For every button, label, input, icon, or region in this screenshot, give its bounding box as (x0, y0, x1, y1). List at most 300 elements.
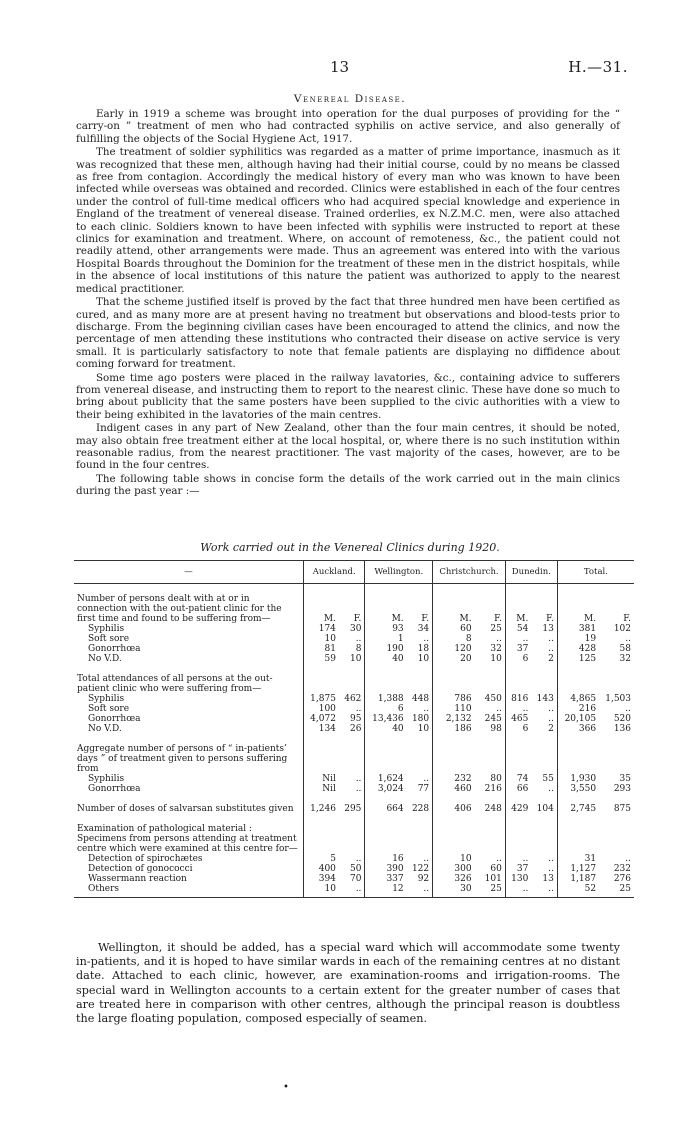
spacer-cell (531, 814, 557, 824)
column-header: Total. (557, 561, 634, 584)
table-cell: 32 (619, 654, 631, 664)
sex-label (339, 824, 365, 854)
table-cell: 465 (505, 714, 531, 724)
sex-label: M. (557, 594, 599, 624)
table-cell: 30 (349, 624, 362, 634)
row-label-text: Detection of spirochætes (88, 854, 203, 864)
spacer-cell (304, 734, 339, 744)
table-cell: 366 (557, 724, 599, 734)
table-cell: 10 (304, 884, 339, 898)
table-cell: 134 (304, 724, 339, 734)
table-cell: 13 (542, 874, 554, 884)
table-cell: 80 (490, 774, 502, 784)
table-cell: 60 (490, 864, 502, 874)
table-cell: 125 (557, 654, 599, 664)
sex-label: F. (421, 614, 430, 624)
spacer-cell (531, 584, 557, 595)
spacer-cell (407, 664, 433, 674)
table-cell: 26 (349, 724, 362, 734)
sex-label: F. (546, 614, 554, 624)
table-cell: 136 (613, 724, 631, 734)
table-cell: 70 (349, 874, 362, 884)
row-label (74, 634, 304, 644)
sex-label (531, 744, 557, 774)
spacer-cell (505, 814, 531, 824)
spacer-cell (531, 794, 557, 804)
row-label (74, 864, 304, 874)
table-cell: 6 (505, 654, 531, 664)
table-cell: 337 (365, 874, 407, 884)
spacer-row (74, 584, 634, 595)
table-cell: 60 (433, 624, 475, 634)
table-cell: .. (505, 854, 531, 864)
table-cell: 462 (344, 694, 362, 704)
table-cell: 122 (411, 864, 430, 874)
table-cell: 32 (490, 644, 502, 654)
table-row (74, 804, 634, 814)
table-row (74, 884, 634, 898)
closing-paragraph (76, 941, 620, 1026)
table-cell: 16 (365, 854, 407, 864)
row-label (74, 804, 304, 814)
sex-label (599, 824, 634, 854)
table-row (74, 854, 634, 864)
paragraph: Some time ago posters were placed in the railway lavatories, &c., containing advice to sufferers from venereal disease, and instructing them to report to the nearest clinic. These have done so much to bring about publicity that the same posters have been supplied to the civic authorities with a view to their being exhibited in the lavatories of the main centres. (76, 371, 620, 421)
table-cell: .. (505, 634, 531, 644)
spacer-cell (304, 814, 339, 824)
table-cell: 10 (490, 654, 502, 664)
table-cell: 58 (619, 644, 631, 654)
table-cell: 37 (505, 864, 531, 874)
row-label-text: Wassermann reaction (88, 874, 187, 884)
table-cell: 104 (536, 804, 554, 814)
sex-label (599, 744, 634, 774)
spacer-cell (433, 814, 475, 824)
row-label-text: Gonorrhœa (88, 644, 141, 654)
table-cell: 92 (417, 874, 430, 884)
table-cell: 4,072 (304, 714, 339, 724)
table-cell: 295 (344, 804, 362, 814)
table-cell: .. (355, 774, 362, 784)
sex-label (304, 674, 339, 694)
sex-label (557, 744, 599, 774)
spacer-cell (475, 664, 506, 674)
table-row (74, 864, 634, 874)
table-cell: 130 (505, 874, 531, 884)
spacer-cell (74, 584, 304, 595)
table-row (74, 634, 634, 644)
spacer-cell (557, 584, 599, 595)
table-cell: .. (355, 784, 362, 794)
table-cell: 19 (557, 634, 599, 644)
row-label (74, 714, 304, 724)
paragraph: The following table shows in concise form the details of the work carried out in the main clinics during the past year :— (76, 472, 620, 498)
table-cell: 10 (433, 854, 475, 864)
table-cell: .. (548, 854, 554, 864)
table-cell: 2 (548, 654, 554, 664)
table-cell: .. (625, 704, 631, 714)
table-cell: 12 (365, 884, 407, 898)
section-title: Venereal Disease. (293, 93, 407, 105)
spacer-cell (531, 734, 557, 744)
spacer-cell (365, 814, 407, 824)
sex-label (304, 744, 339, 774)
row-label (74, 784, 304, 794)
section-heading: Examination of pathological material : Specimens from persons attending at treatment centre which were examined at this centre for— (77, 824, 298, 854)
table-cell: .. (548, 714, 554, 724)
spacer-cell (557, 664, 599, 674)
row-label (74, 884, 304, 898)
table-cell: 25 (490, 624, 502, 634)
page-number: 13 (330, 58, 350, 76)
table-cell: 293 (613, 784, 631, 794)
table-cell: 394 (304, 874, 339, 884)
column-header: Christchurch. (433, 561, 506, 584)
spacer-cell (475, 814, 506, 824)
spacer-cell (505, 794, 531, 804)
spacer-cell (505, 584, 531, 595)
row-label-text: No V.D. (88, 724, 122, 734)
paragraph: Early in 1919 a scheme was brought into operation for the dual purposes of providing for the “ carry-on ” treatment of men who had contracted syphilis on active service, and also generally of fulfilling the objects of the Social Hygiene Act, 1917. (76, 108, 620, 145)
paragraph: Indigent cases in any part of New Zealand, other than the four main centres, it should be noted, may also obtain free treatment either at the local hospital, or, where there is no such institution within reasonable radius, from the nearest practitioner. The vast majority of the cases, however, are to be found in the four centres. (76, 422, 620, 472)
table-cell: 429 (505, 804, 531, 814)
table-cell: 13,436 (365, 714, 407, 724)
sex-label (505, 744, 531, 774)
table-cell: 248 (484, 804, 502, 814)
spacer-cell (339, 794, 365, 804)
table-cell: 875 (613, 804, 631, 814)
table-cell: 816 (505, 694, 531, 704)
spacer-cell (433, 664, 475, 674)
sex-label: F. (623, 614, 631, 624)
table-cell: .. (505, 704, 531, 714)
sex-label (365, 824, 407, 854)
table-cell: 20,105 (557, 714, 599, 724)
table-cell: 4,865 (557, 694, 599, 704)
section-heading-row (74, 594, 634, 624)
spacer-cell (475, 794, 506, 804)
table-cell: 520 (613, 714, 631, 724)
spacer-row (74, 814, 634, 824)
corner-cell: — (74, 561, 304, 584)
spacer-cell (339, 664, 365, 674)
table-cell: 25 (599, 884, 634, 898)
table-cell: 74 (505, 774, 531, 784)
table-cell: 95 (349, 714, 362, 724)
section-heading: Total attendances of all persons at the out-patient clinic who were suffering from— (77, 674, 273, 694)
table-cell: .. (423, 854, 430, 864)
table-cell: Nil (304, 774, 339, 784)
table-cell: 50 (349, 864, 362, 874)
table-cell: 100 (304, 704, 339, 714)
table-cell: 2,745 (557, 804, 599, 814)
table-cell: 1,875 (304, 694, 339, 704)
table-row (74, 624, 634, 634)
table-cell: 10 (417, 724, 430, 734)
spacer-cell (74, 664, 304, 674)
table-row (74, 874, 634, 884)
table-cell: 190 (365, 644, 407, 654)
sex-label (531, 824, 557, 854)
document-reference: H.—31. (568, 58, 628, 76)
table-cell: 54 (505, 624, 531, 634)
row-label (74, 694, 304, 704)
table-cell: .. (355, 704, 362, 714)
paragraph: That the scheme justified itself is proved by the fact that three hundred men have been certified as cured, and as many more are at present having no treatment but observations and blood-tests prior to discharge. From the beginning civilian cases have been encouraged to attend the clinics, and now the percentage of men attending these institutions who contracted their disease on active service is very small. It is particularly satisfactory to note that female patients are displaying no diffidence about coming forward for treatment. (76, 296, 620, 371)
sex-label (433, 674, 475, 694)
table-cell: 98 (490, 724, 502, 734)
table-cell: 1,127 (557, 864, 599, 874)
table-cell: 232 (613, 864, 631, 874)
table-row (74, 774, 634, 784)
spacer-cell (407, 734, 433, 744)
sex-label (365, 674, 407, 694)
spacer-cell (407, 584, 433, 595)
table-cell: 5 (304, 854, 339, 864)
spacer-cell (74, 734, 304, 744)
sex-label (505, 674, 531, 694)
table-cell: 40 (365, 724, 407, 734)
column-header: Auckland. (304, 561, 365, 584)
spacer-cell (505, 734, 531, 744)
sex-label: M. (505, 594, 531, 624)
table-cell: 786 (433, 694, 475, 704)
table-cell: 37 (505, 644, 531, 654)
sex-label (475, 744, 506, 774)
table-cell: 10 (304, 634, 339, 644)
table-cell: .. (531, 884, 557, 898)
table-cell: 448 (411, 694, 430, 704)
footer-mark: • (283, 1082, 289, 1093)
table-cell: .. (496, 634, 502, 644)
row-label-text: Syphilis (88, 694, 125, 704)
table-cell: 18 (417, 644, 430, 654)
clinic-table (74, 560, 634, 898)
row-label (74, 854, 304, 864)
table-cell: 120 (433, 644, 475, 654)
spacer-cell (599, 664, 634, 674)
table-cell: .. (496, 704, 502, 714)
row-label (74, 624, 304, 634)
spacer-cell (339, 814, 365, 824)
table-cell: .. (423, 634, 430, 644)
spacer-cell (599, 794, 634, 804)
table-cell: .. (505, 884, 531, 898)
table-header-row (74, 561, 634, 584)
table-cell: 101 (484, 874, 502, 884)
table-cell: Nil (304, 784, 339, 794)
table-cell: 20 (433, 654, 475, 664)
spacer-cell (433, 794, 475, 804)
table-cell: .. (355, 854, 362, 864)
table-row (74, 714, 634, 724)
spacer-cell (365, 734, 407, 744)
spacer-cell (557, 814, 599, 824)
table-cell: 6 (365, 704, 407, 714)
spacer-cell (505, 664, 531, 674)
spacer-cell (557, 734, 599, 744)
table-row (74, 654, 634, 664)
sex-label (505, 824, 531, 854)
table-cell: 1,187 (557, 874, 599, 884)
table-cell: 93 (365, 624, 407, 634)
table-cell: 102 (613, 624, 631, 634)
table-cell: 3,024 (365, 784, 407, 794)
table-cell: 3,550 (557, 784, 599, 794)
row-label-text: Soft sore (88, 634, 130, 644)
spacer-cell (475, 584, 506, 595)
spacer-row (74, 734, 634, 744)
spacer-cell (433, 584, 475, 595)
table-cell: 1 (365, 634, 407, 644)
sex-label (433, 824, 475, 854)
table-cell: .. (548, 784, 554, 794)
table-cell: .. (548, 864, 554, 874)
section-heading: Number of persons dealt with at or in connection with the out-patient clinic for the first time and found to be suffering from— (77, 594, 282, 624)
table-cell: 2 (548, 724, 554, 734)
sex-label (339, 744, 365, 774)
table-cell: 1,246 (304, 804, 339, 814)
table-cell: 34 (417, 624, 430, 634)
table-cell: .. (339, 884, 365, 898)
paragraph: The treatment of soldier syphilitics was regarded as a matter of prime importance, inasmuch as it was recognized that these men, although having had their initial course, could by no means be classed as free from contagion. Accordingly the medical history of every man who was known to have been infected while overseas was obtained and recorded. Clinics were established in each of the four centres under the control of full-time medical officers who had acquired special knowledge and experience in England of the treatment of venereal disease. Trained orderlies, ex N.Z.M.C. men, were also attached to each clinic. Soldiers known to have been infected with syphilis were instructed to report at these clinics for examination and treatment. Where, on account of remoteness, &c., the patient could not readily attend, other arrangements were made. Thus an agreement was entered into with the various Hospital Boards throughout the Dominion for the treatment of these men in the district hospitals, while in the absence of local institutions of this nature the patient was authorized to apply to the nearest medical practitioner. (76, 146, 620, 295)
table-cell: .. (548, 634, 554, 644)
section-heading-row (74, 824, 634, 854)
table-cell: 110 (433, 704, 475, 714)
table-cell: 216 (557, 704, 599, 714)
table-cell: 13 (542, 624, 554, 634)
row-label (74, 874, 304, 884)
body-text (76, 108, 620, 499)
row-label (74, 654, 304, 664)
spacer-cell (365, 584, 407, 595)
table-row (74, 724, 634, 734)
table-cell: 186 (433, 724, 475, 734)
table-cell: 10 (349, 654, 362, 664)
spacer-cell (304, 794, 339, 804)
table-cell: 228 (411, 804, 430, 814)
table-cell: .. (423, 704, 430, 714)
table-cell: 40 (365, 654, 407, 664)
spacer-cell (339, 734, 365, 744)
row-label-text: Syphilis (88, 624, 125, 634)
spacer-cell (599, 814, 634, 824)
sex-label (433, 744, 475, 774)
row-label (74, 644, 304, 654)
row-label-text: Gonorrhœa (88, 714, 141, 724)
section-heading-row (74, 744, 634, 774)
table-cell: 8 (433, 634, 475, 644)
table-cell: 81 (304, 644, 339, 654)
section-heading-row (74, 674, 634, 694)
row-label (74, 774, 304, 784)
spacer-cell (407, 794, 433, 804)
spacer-cell (304, 584, 339, 595)
table-cell: 245 (484, 714, 502, 724)
table-body (74, 584, 634, 898)
table-cell: 460 (433, 784, 475, 794)
sex-label: F. (494, 614, 502, 624)
sex-label (531, 674, 557, 694)
table-cell: 6 (505, 724, 531, 734)
spacer-cell (407, 814, 433, 824)
row-label-text: Others (88, 884, 120, 894)
table-cell: .. (355, 634, 362, 644)
spacer-cell (599, 584, 634, 595)
spacer-row (74, 794, 634, 804)
table-cell: .. (625, 854, 631, 864)
row-label-text: Syphilis (88, 774, 125, 784)
table-cell: 326 (433, 874, 475, 884)
table-cell: 66 (505, 784, 531, 794)
row-label (74, 724, 304, 734)
table-cell: 300 (433, 864, 475, 874)
table-cell: 143 (536, 694, 554, 704)
table-row (74, 704, 634, 714)
table-cell: 1,388 (365, 694, 407, 704)
spacer-cell (475, 734, 506, 744)
sex-label (475, 824, 506, 854)
table-cell: 59 (304, 654, 339, 664)
spacer-cell (433, 734, 475, 744)
table-cell: 1,624 (365, 774, 407, 784)
table-cell: 400 (304, 864, 339, 874)
table-cell: 406 (433, 804, 475, 814)
table-cell: 390 (365, 864, 407, 874)
table-cell: 664 (365, 804, 407, 814)
spacer-cell (304, 664, 339, 674)
sex-label: M. (433, 594, 475, 624)
row-label-text: Gonorrhœa (88, 784, 141, 794)
table-cell: 450 (484, 694, 502, 704)
table-cell: 10 (417, 654, 430, 664)
sex-label (407, 674, 433, 694)
spacer-cell (531, 664, 557, 674)
table-cell: 35 (619, 774, 631, 784)
table-cell: .. (548, 704, 554, 714)
sex-label: M. (304, 594, 339, 624)
table-row (74, 644, 634, 654)
table-cell: 1,930 (557, 774, 599, 784)
sex-label: F. (353, 614, 362, 624)
table-cell: 1,503 (605, 694, 631, 704)
sex-label (557, 674, 599, 694)
spacer-cell (339, 584, 365, 595)
table-cell: .. (496, 854, 502, 864)
table-cell: 174 (304, 624, 339, 634)
sex-label (407, 824, 433, 854)
spacer-cell (599, 734, 634, 744)
table-cell: 77 (417, 784, 430, 794)
table-cell: 428 (557, 644, 599, 654)
row-label-text: Number of doses of salvarsan substitutes given (77, 804, 294, 814)
table-cell: .. (407, 884, 433, 898)
table-cell: 276 (613, 874, 631, 884)
table-caption: Work carried out in the Venereal Clinics during 1920. (200, 541, 500, 554)
row-label (74, 704, 304, 714)
table-cell: 30 (433, 884, 475, 898)
spacer-cell (74, 814, 304, 824)
table-cell: 216 (484, 784, 502, 794)
sex-label (475, 674, 506, 694)
sex-label (407, 744, 433, 774)
row-label-text: Soft sore (88, 704, 130, 714)
table-cell: 25 (475, 884, 506, 898)
column-header: Dunedin. (505, 561, 557, 584)
table-cell: 8 (355, 644, 362, 654)
row-label-text: Detection of gonococci (88, 864, 193, 874)
sex-label: M. (365, 594, 407, 624)
